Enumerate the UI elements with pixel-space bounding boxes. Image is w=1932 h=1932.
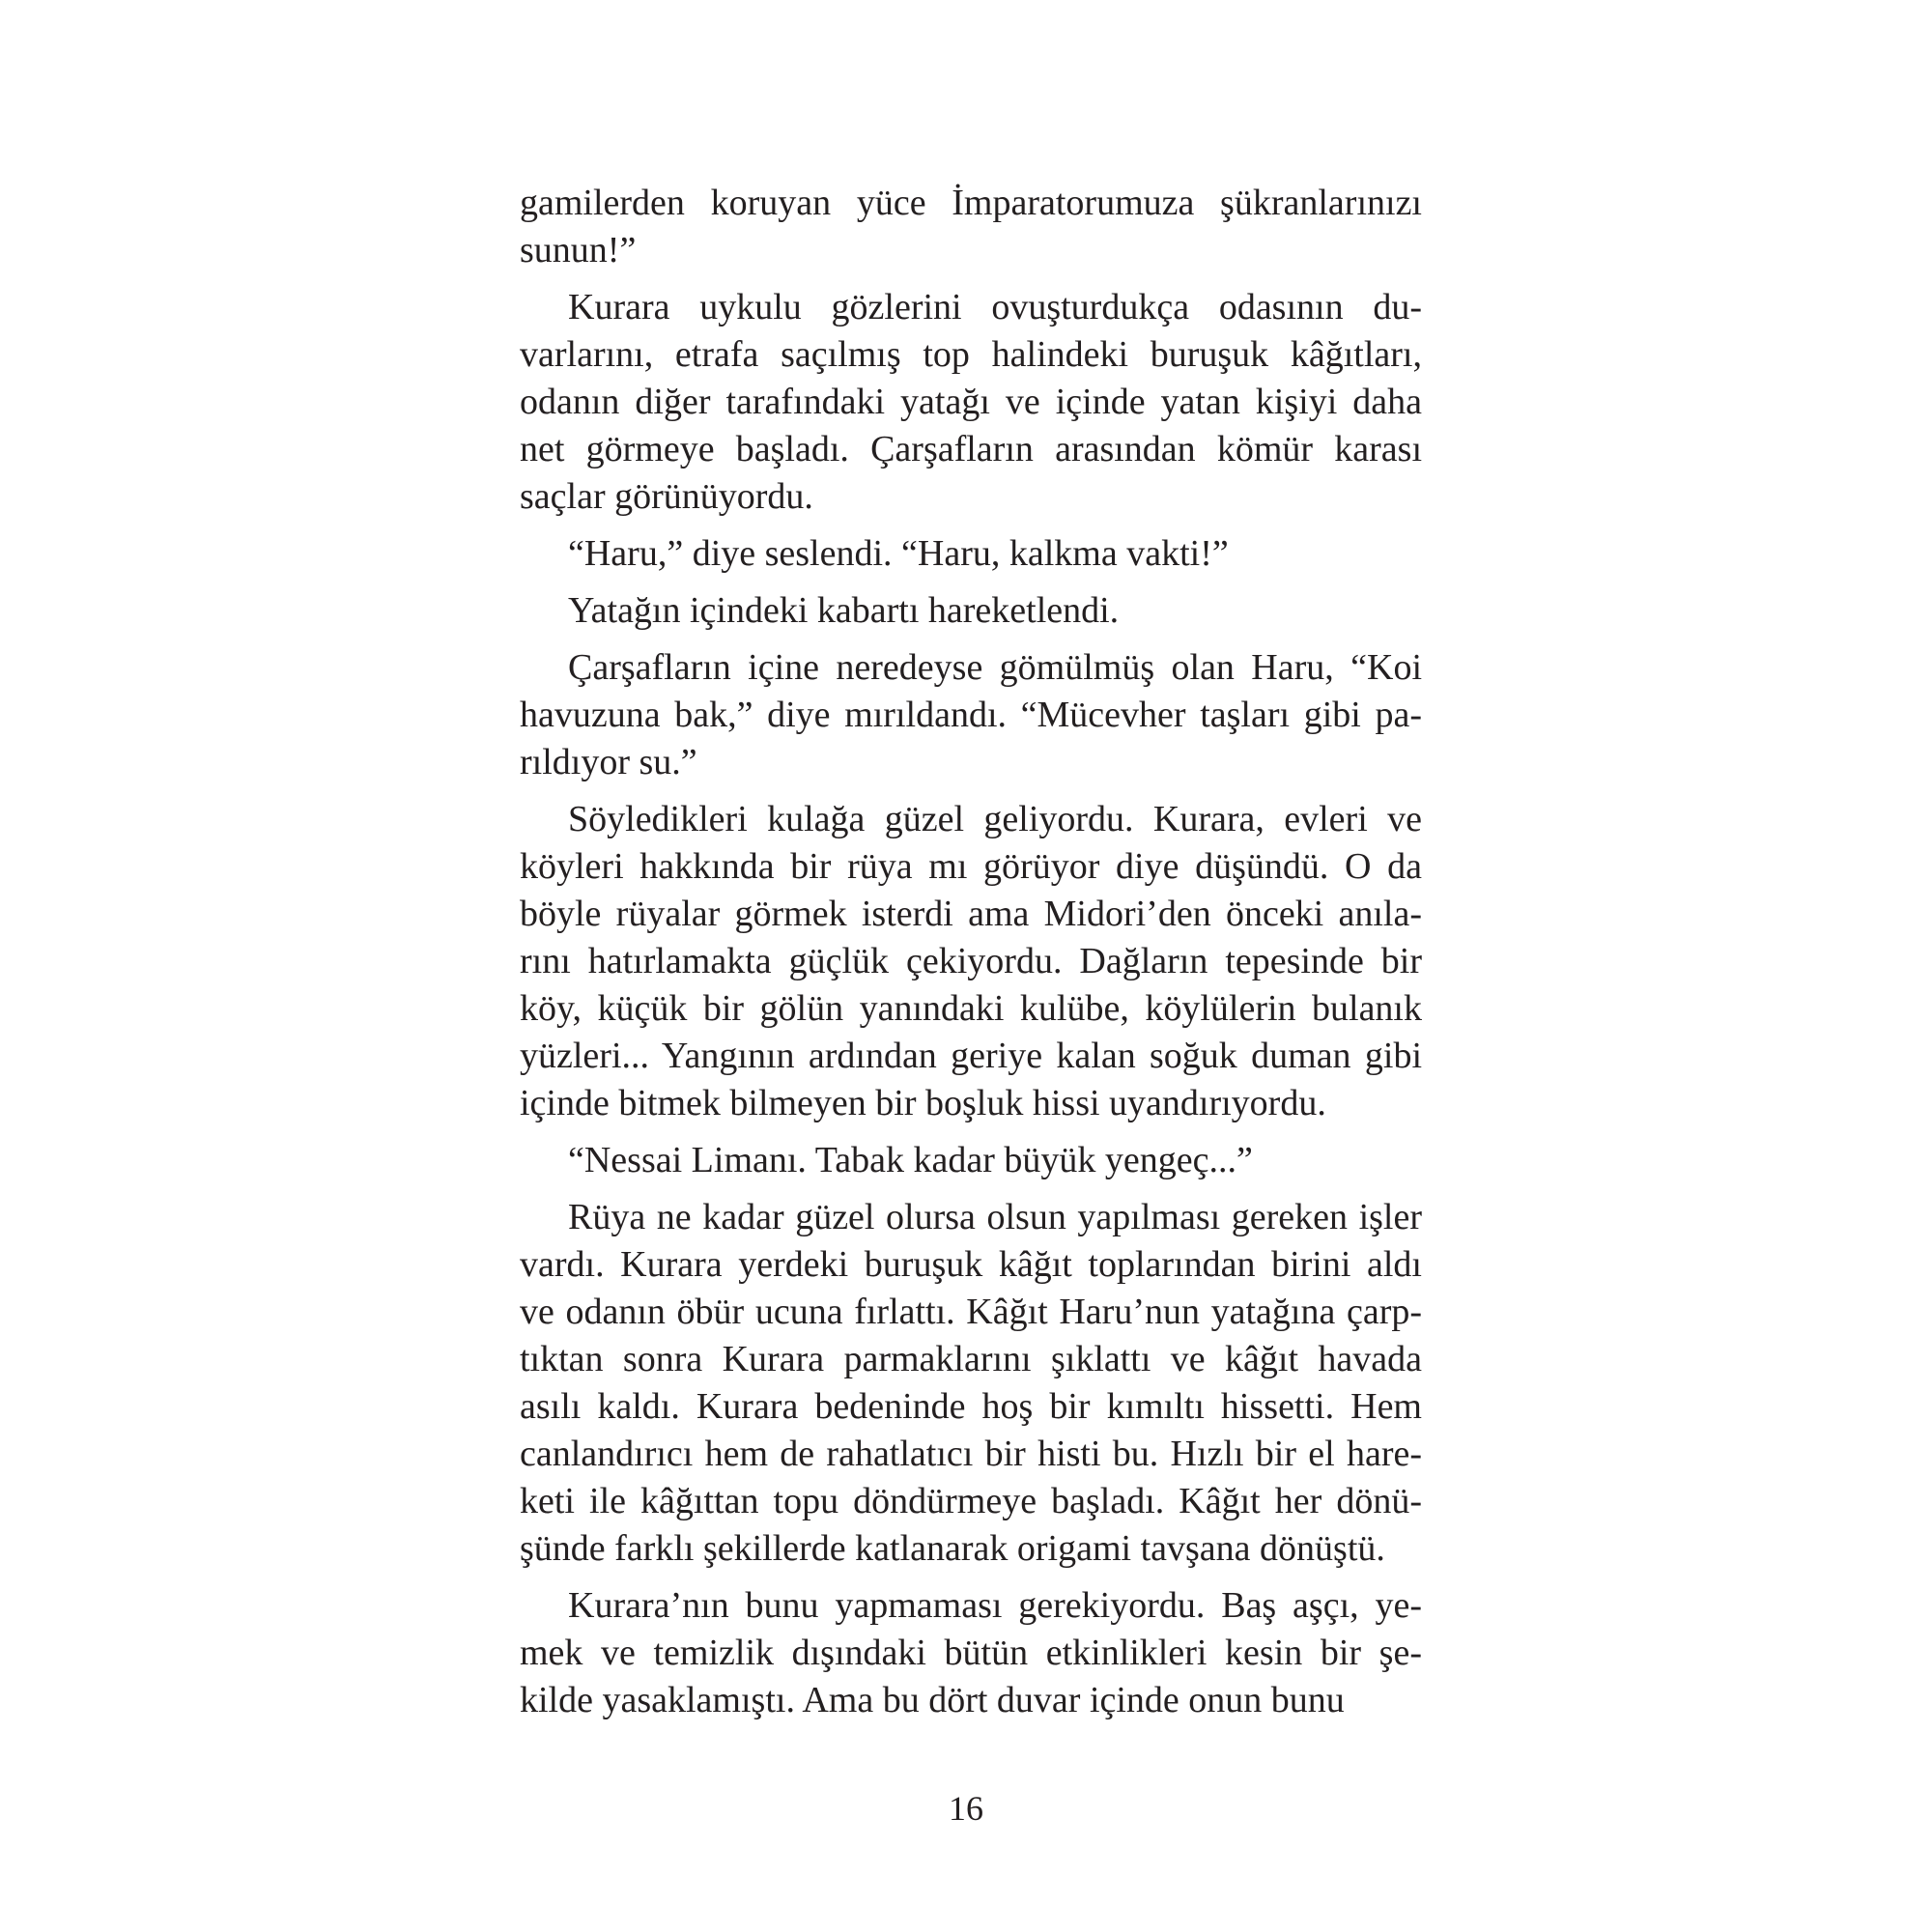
page-number: 16 [949,1789,983,1828]
text-line: Rüya ne kadar güzel olursa olsun yapılması gereken işler [568,1197,1422,1237]
text-line: gamilerden koruyan yüce İmparatorumuza şükranlarınızı [520,183,1422,223]
paragraph [520,1582,1422,1724]
text-line: kilde yasaklamıştı. Ama bu dört duvar içinde onun bunu [520,1680,1345,1720]
text-line: tıktan sonra Kurara parmaklarını şıklattı ve kâğıt havada [520,1339,1422,1379]
text-line: “Nessai Limanı. Tabak kadar büyük yengeç...” [568,1140,1253,1180]
text-line: Çarşafların içine neredeyse gömülmüş olan Haru, “Koi [568,647,1422,688]
paragraph [520,1194,1422,1573]
paragraph [520,284,1422,521]
paragraph [520,530,1422,578]
text-line: sunun!” [520,230,637,270]
text-line: “Haru,” diye seslendi. “Haru, kalkma vakti!” [568,533,1229,574]
paragraph [520,180,1422,274]
text-line: köy, küçük bir gölün yanındaki kulübe, köylülerin bulanık [520,988,1422,1029]
paragraph [520,644,1422,786]
text-line: canlandırıcı hem de rahatlatıcı bir histi bu. Hızlı bir el hare- [520,1434,1422,1474]
text-line: Kurara’nın bunu yapmaması gerekiyordu. Baş aşçı, ye- [568,1585,1422,1626]
text-line: Kurara uykulu gözlerini ovuşturdukça odasının du- [568,287,1422,327]
text-line: net görmeye başladı. Çarşafların arasından kömür karası [520,429,1422,469]
text-line: ve odanın öbür ucuna fırlattı. Kâğıt Haru’nun yatağına çarp- [520,1292,1422,1332]
text-line: köyleri hakkında bir rüya mı görüyor diye düşündü. O da [520,846,1422,887]
text-line: vardı. Kurara yerdeki buruşuk kâğıt toplarından birini aldı [520,1244,1422,1285]
text-line: rını hatırlamakta güçlük çekiyordu. Dağların tepesinde bir [520,941,1422,981]
text-line: asılı kaldı. Kurara bedeninde hoş bir kımıltı hissetti. Hem [520,1386,1422,1427]
text-line: Söyledikleri kulağa güzel geliyordu. Kurara, evleri ve [568,799,1422,839]
text-line: odanın diğer tarafındaki yatağı ve içinde yatan kişiyi daha [520,382,1422,422]
text-line: içinde bitmek bilmeyen bir boşluk hissi uyandırıyordu. [520,1083,1326,1123]
text-line: şünde farklı şekillerde katlanarak origami tavşana dönüştü. [520,1528,1385,1569]
text-line: rıldıyor su.” [520,742,697,782]
text-line: böyle rüyalar görmek isterdi ama Midori’den önceki anıla- [520,894,1422,934]
text-line: saçlar görünüyordu. [520,476,813,517]
text-line: Yatağın içindeki kabartı hareketlendi. [568,590,1120,631]
paragraph [520,796,1422,1127]
paragraph [520,587,1422,635]
body-text [520,180,1422,1734]
paragraph [520,1137,1422,1184]
text-line: keti ile kâğıttan topu döndürmeye başladı. Kâğıt her dönü- [520,1481,1422,1521]
text-line: havuzuna bak,” diye mırıldandı. “Mücevher taşları gibi pa- [520,695,1422,735]
text-line: yüzleri... Yangının ardından geriye kalan soğuk duman gibi [520,1036,1422,1076]
text-line: mek ve temizlik dışındaki bütün etkinlikleri kesin bir şe- [520,1633,1422,1673]
text-line: varlarını, etrafa saçılmış top halindeki buruşuk kâğıtları, [520,334,1422,375]
